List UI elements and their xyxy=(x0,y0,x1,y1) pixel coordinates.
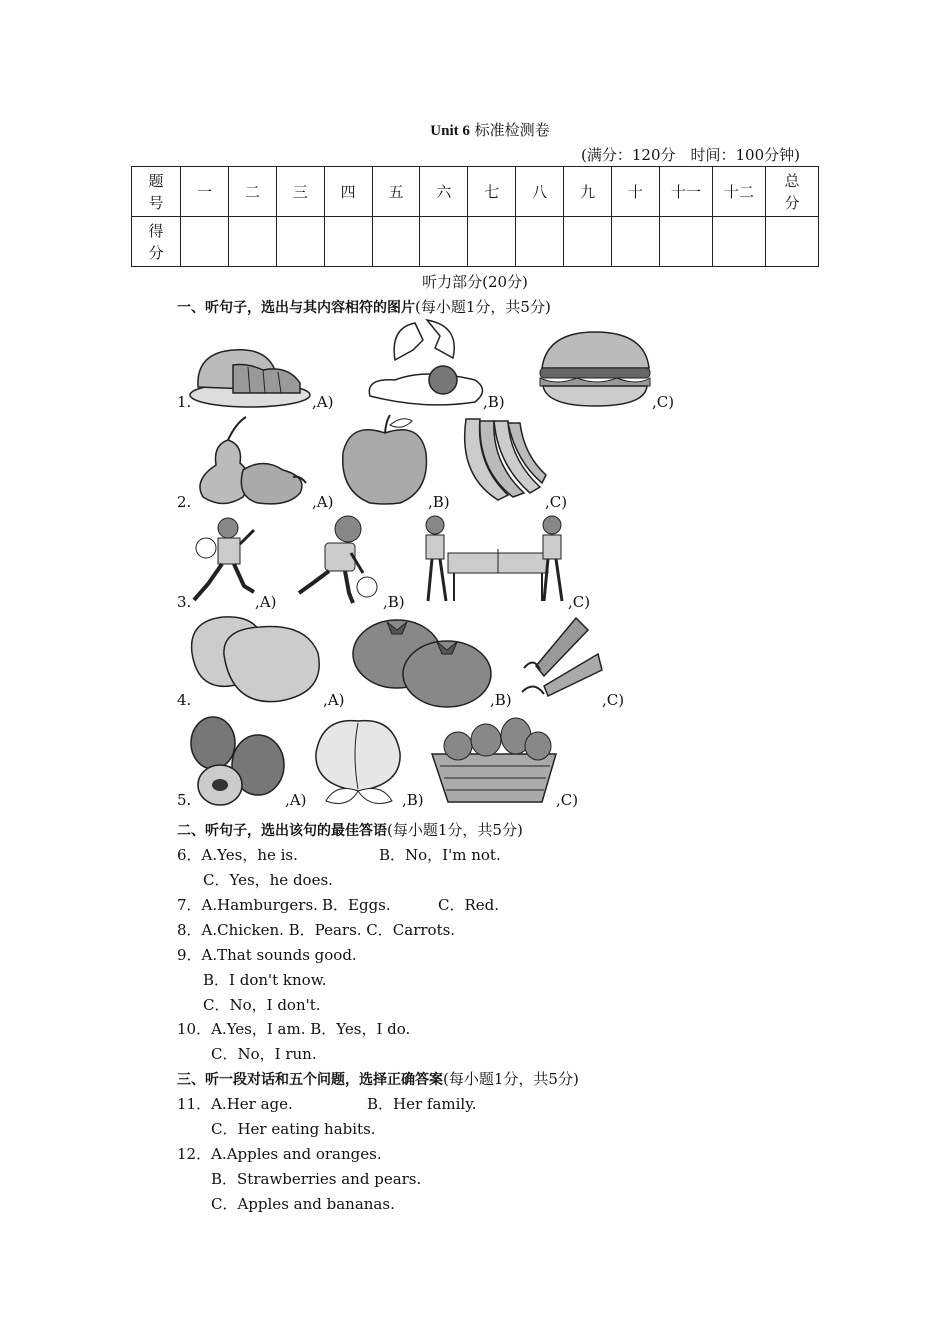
option-label[interactable]: ,C) xyxy=(556,791,579,809)
score-cell[interactable] xyxy=(660,217,713,267)
answer-option[interactable]: 7．A.Hamburgers. xyxy=(177,896,318,914)
broken-egg-icon xyxy=(365,318,487,408)
table-row xyxy=(132,167,819,217)
answer-option[interactable]: 12．A.Apples and oranges. xyxy=(177,1145,382,1163)
table-cell: 二 xyxy=(228,167,276,217)
listening-header: 听力部分(20分) xyxy=(422,273,528,291)
option-label[interactable]: ,A) xyxy=(323,691,345,709)
score-cell[interactable] xyxy=(516,217,564,267)
part1-heading: 一、听句子，选出与其内容相符的图片(每小题1分，共5分) xyxy=(177,298,551,316)
question-number: 5. xyxy=(177,791,192,809)
option-label[interactable]: ,B) xyxy=(483,393,505,411)
answer-option[interactable]: C．Her eating habits. xyxy=(211,1120,376,1138)
table-cell: 十二 xyxy=(713,167,766,217)
answer-option[interactable]: B．Her family. xyxy=(367,1095,477,1113)
score-cell[interactable] xyxy=(276,217,324,267)
answer-option[interactable]: C．No，I run. xyxy=(211,1045,317,1063)
score-cell[interactable] xyxy=(713,217,766,267)
answer-option[interactable]: 8．A.Chicken. B．Pears. C．Carrots. xyxy=(177,921,456,939)
pears-icon xyxy=(188,415,313,507)
boys-playing-ping-pong-icon xyxy=(420,513,570,605)
option-label[interactable]: ,A) xyxy=(285,791,307,809)
option-label[interactable]: ,B) xyxy=(428,493,450,511)
score-cell[interactable] xyxy=(564,217,612,267)
score-cell[interactable] xyxy=(766,217,819,267)
score-cell[interactable] xyxy=(420,217,468,267)
score-cell[interactable] xyxy=(468,217,516,267)
score-time-info: (满分：120分 时间：100分钟) xyxy=(581,146,800,164)
option-label[interactable]: ,B) xyxy=(490,691,512,709)
potatoes-icon xyxy=(188,613,326,705)
option-label[interactable]: ,A) xyxy=(312,393,334,411)
apple-icon xyxy=(340,413,430,506)
page-title: Unit 6 标准检测卷 xyxy=(430,121,550,139)
table-cell: 七 xyxy=(468,167,516,217)
answer-option[interactable]: C．Red. xyxy=(438,896,500,914)
score-table xyxy=(131,166,819,267)
table-cell: 十一 xyxy=(660,167,713,217)
score-cell[interactable] xyxy=(324,217,372,267)
answer-option[interactable]: C．Apples and bananas. xyxy=(211,1195,395,1213)
bananas-icon xyxy=(458,415,548,503)
score-cell[interactable] xyxy=(612,217,660,267)
score-cell[interactable] xyxy=(228,217,276,267)
answer-option[interactable]: 6．A.Yes，he is. xyxy=(177,846,298,864)
table-cell: 九 xyxy=(564,167,612,217)
table-cell: 一 xyxy=(181,167,229,217)
score-cell[interactable] xyxy=(372,217,420,267)
peach-icon xyxy=(312,713,404,807)
table-cell: 十 xyxy=(612,167,660,217)
part2-heading: 二、听句子，选出该句的最佳答语(每小题1分，共5分) xyxy=(177,821,523,839)
question-number: 1. xyxy=(177,393,192,411)
answer-option[interactable]: B．No，I'm not. xyxy=(379,846,501,864)
option-label[interactable]: ,B) xyxy=(383,593,405,611)
table-cell: 五 xyxy=(372,167,420,217)
option-label[interactable]: ,A) xyxy=(255,593,277,611)
table-cell: 题号 xyxy=(132,167,181,217)
answer-option[interactable]: 9．A.That sounds good. xyxy=(177,946,357,964)
option-label[interactable]: ,C) xyxy=(602,691,625,709)
tomatoes-icon xyxy=(352,616,492,708)
answer-option[interactable]: B．Strawberries and pears. xyxy=(211,1170,422,1188)
bread-icon xyxy=(188,345,313,410)
kiwis-icon xyxy=(188,713,288,807)
score-cell[interactable] xyxy=(181,217,229,267)
option-label[interactable]: ,C) xyxy=(652,393,675,411)
table-cell: 得分 xyxy=(132,217,181,267)
question-number: 4. xyxy=(177,691,192,709)
carrots-icon xyxy=(516,616,606,708)
answer-option[interactable]: B．Eggs. xyxy=(322,896,391,914)
table-row xyxy=(132,217,819,267)
answer-option[interactable]: C．No，I don't. xyxy=(203,996,321,1014)
question-number: 3. xyxy=(177,593,192,611)
option-label[interactable]: ,A) xyxy=(312,493,334,511)
option-label[interactable]: ,B) xyxy=(402,791,424,809)
answer-option[interactable]: C．Yes，he does. xyxy=(203,871,333,889)
table-cell: 六 xyxy=(420,167,468,217)
table-cell: 总分 xyxy=(766,167,819,217)
answer-option[interactable]: 11．A.Her age. xyxy=(177,1095,293,1113)
option-label[interactable]: ,C) xyxy=(568,593,591,611)
answer-option[interactable]: 10．A.Yes，I am. B．Yes，I do. xyxy=(177,1020,411,1038)
table-cell: 八 xyxy=(516,167,564,217)
hamburger-icon xyxy=(537,330,652,410)
boy-playing-basketball-icon xyxy=(293,513,383,606)
answer-option[interactable]: B．I don't know. xyxy=(203,971,327,989)
option-label[interactable]: ,C) xyxy=(545,493,568,511)
boy-playing-soccer-icon xyxy=(188,514,260,606)
strawberry-basket-icon xyxy=(430,714,560,806)
table-cell: 四 xyxy=(324,167,372,217)
table-cell: 三 xyxy=(276,167,324,217)
question-number: 2. xyxy=(177,493,192,511)
part3-heading: 三、听一段对话和五个问题，选择正确答案(每小题1分，共5分) xyxy=(177,1070,579,1088)
